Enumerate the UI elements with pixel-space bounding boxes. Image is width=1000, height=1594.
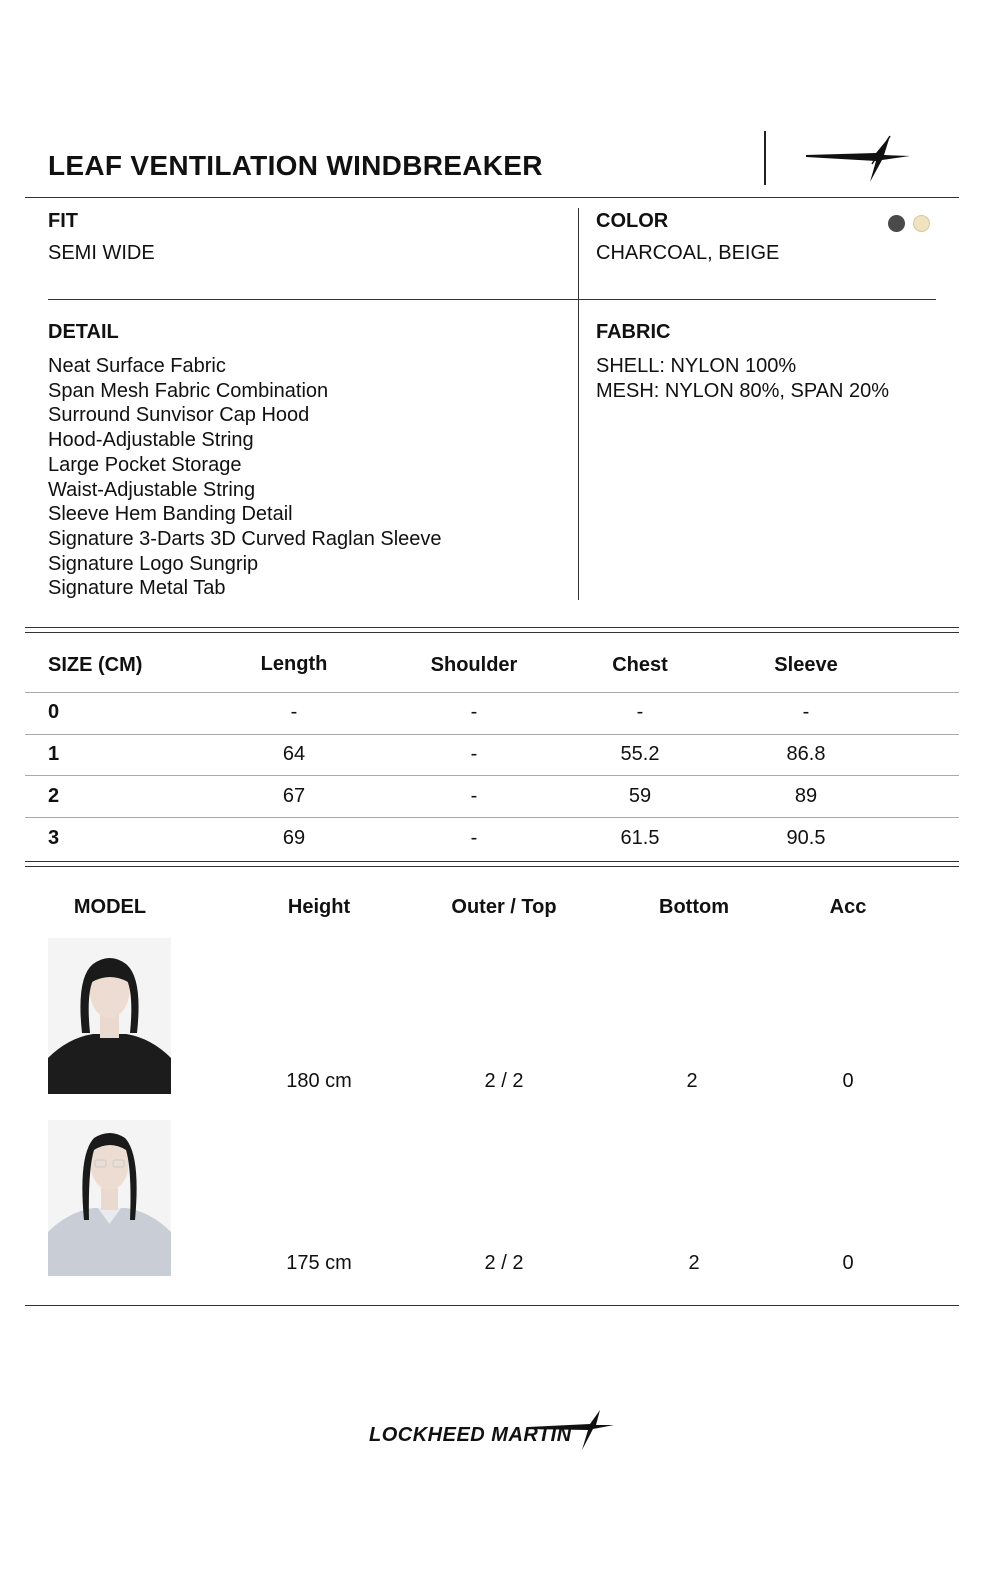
size-cell: 1 — [48, 743, 60, 765]
height-cell: 180 cm — [286, 1070, 352, 1092]
color-value: CHARCOAL, BEIGE — [596, 242, 780, 264]
table-rule — [25, 627, 959, 628]
color-swatch-beige[interactable] — [913, 215, 930, 232]
length-cell: 69 — [282, 827, 306, 849]
row-rule — [25, 734, 959, 735]
brand-star-icon — [804, 134, 912, 184]
color-swatch-charcoal[interactable] — [888, 215, 905, 232]
sleeve-cell: - — [802, 701, 810, 723]
list-item: Surround Sunvisor Cap Hood — [48, 404, 310, 427]
sleeve-header: Sleeve — [774, 654, 838, 676]
detail-label: DETAIL — [48, 321, 119, 343]
size-cell: 2 — [48, 785, 60, 807]
outer-top-header: Outer / Top — [451, 896, 557, 918]
sleeve-cell: 89 — [794, 785, 818, 807]
size-header: SIZE (CM) — [48, 654, 143, 676]
sleeve-cell: 86.8 — [786, 743, 826, 765]
model-photo-illustration — [48, 1120, 171, 1276]
length-cell: 67 — [282, 785, 306, 807]
size-cell: 3 — [48, 827, 60, 849]
chest-cell: 59 — [628, 785, 652, 807]
product-title: LEAF VENTILATION WINDBREAKER — [48, 150, 543, 181]
sleeve-cell: 90.5 — [786, 827, 826, 849]
model-photo — [48, 938, 171, 1094]
brand-star-icon — [368, 1408, 618, 1452]
row-rule — [25, 692, 959, 693]
fit-label: FIT — [48, 210, 78, 232]
model-header: MODEL — [73, 896, 147, 918]
bottom-header: Bottom — [659, 896, 729, 918]
table-rule — [25, 866, 959, 867]
chest-header: Chest — [612, 654, 668, 676]
outer-top-cell: 2 / 2 — [484, 1252, 524, 1274]
header-rule — [25, 197, 959, 198]
bottom-cell: 2 — [688, 1252, 700, 1274]
row-rule — [25, 817, 959, 818]
chest-cell: - — [636, 701, 644, 723]
list-item: Neat Surface Fabric — [48, 355, 226, 377]
column-divider — [578, 208, 579, 600]
fabric-list — [596, 354, 889, 403]
height-cell: 175 cm — [286, 1252, 352, 1274]
outer-top-cell: 2 / 2 — [484, 1070, 524, 1092]
model-photo — [48, 1120, 171, 1276]
shoulder-cell: - — [470, 743, 478, 765]
length-cell: 64 — [282, 743, 306, 765]
chest-cell: 55.2 — [620, 743, 660, 765]
acc-cell: 0 — [842, 1252, 854, 1274]
list-item: Signature Metal Tab — [48, 577, 226, 600]
acc-cell: 0 — [842, 1070, 854, 1092]
list-item: Signature Logo Sungrip — [48, 552, 259, 575]
section-rule — [48, 299, 936, 300]
list-item: Sleeve Hem Banding Detail — [48, 503, 293, 526]
footer-brand: LOCKHEED MARTIN — [369, 1424, 572, 1446]
detail-list — [48, 354, 442, 601]
height-header: Height — [287, 896, 351, 918]
length-header: Length — [260, 653, 328, 675]
chest-cell: 61.5 — [620, 827, 660, 849]
list-item: Hood-Adjustable String — [48, 429, 254, 452]
shoulder-header: Shoulder — [430, 654, 518, 676]
table-rule — [25, 1305, 959, 1306]
list-item: Waist-Adjustable String — [48, 478, 256, 501]
list-item: Span Mesh Fabric Combination — [48, 379, 329, 402]
shoulder-cell: - — [470, 701, 478, 723]
shoulder-cell: - — [470, 827, 478, 849]
list-item: SHELL: NYLON 100% — [596, 355, 797, 377]
header-divider — [764, 131, 766, 185]
list-item: Large Pocket Storage — [48, 453, 242, 476]
fabric-label: FABRIC — [596, 321, 671, 343]
list-item: MESH: NYLON 80%, SPAN 20% — [596, 379, 890, 402]
fit-value: SEMI WIDE — [48, 242, 155, 264]
row-rule — [25, 775, 959, 776]
table-rule — [25, 861, 959, 862]
length-cell: - — [290, 701, 298, 723]
model-photo-illustration — [48, 938, 171, 1094]
color-label: COLOR — [596, 210, 669, 232]
shoulder-cell: - — [470, 785, 478, 807]
acc-header: Acc — [829, 896, 867, 918]
bottom-cell: 2 — [686, 1070, 698, 1092]
table-rule — [25, 632, 959, 633]
list-item: Signature 3-Darts 3D Curved Raglan Sleeve — [48, 527, 442, 550]
size-cell: 0 — [48, 701, 60, 723]
